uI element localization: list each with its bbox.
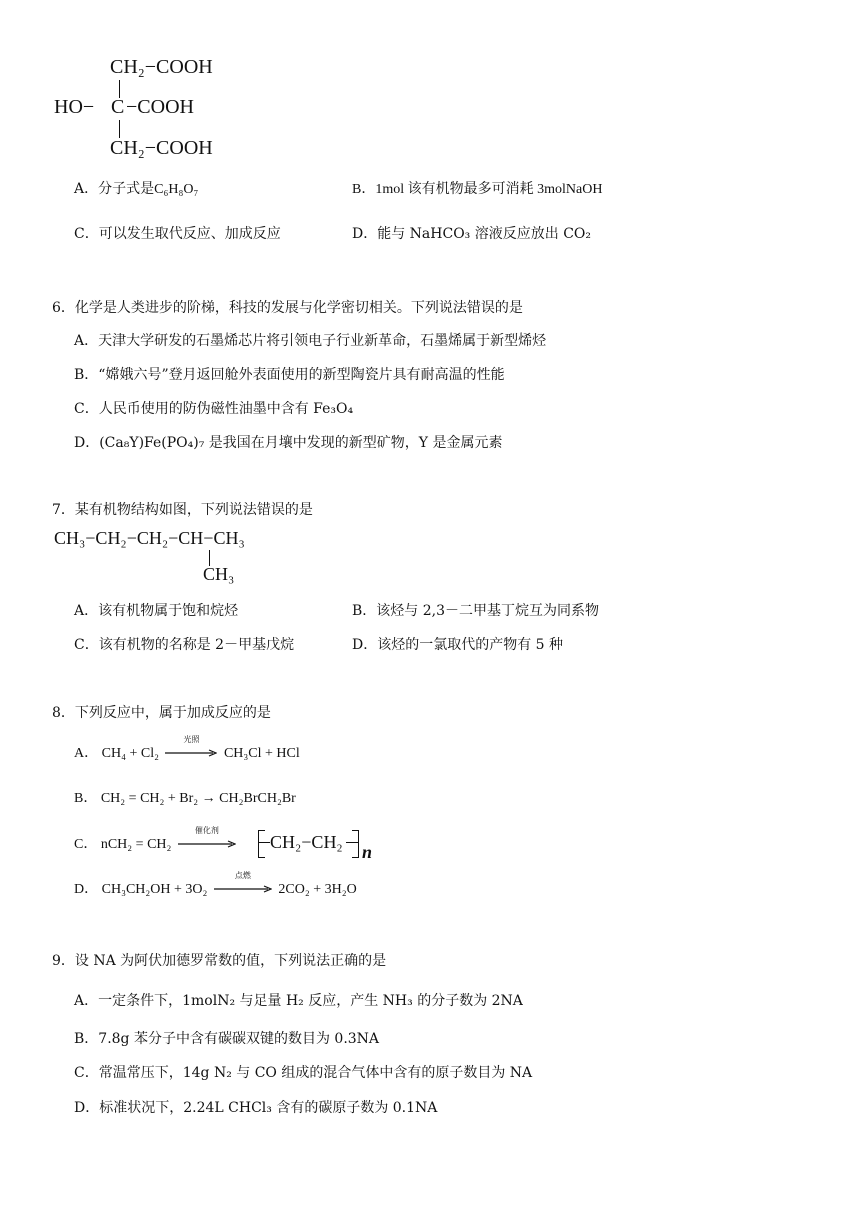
q5-option-b: B．1mol 该有机物最多可消耗 3molNaOH [352,182,603,197]
q5-option-d: D．能与 NaHCO₃ 溶液反应放出 CO₂ [352,226,591,242]
polymer-bracket-left [258,830,265,858]
q8-option-d: D． CH₃CH₂OH + 3O₂ 点燃 2CO₂ + 3H₂O [74,870,357,897]
q9-option-a-visible: A．一定条件下，1molN₂ 与足量 H₂ 反应，产生 NH₃ 的分子数为 2NA [74,993,523,1009]
polymer-bond-left [258,842,270,843]
q6-stem: 6．化学是人类进步的阶梯，科技的发展与化学密切相关。下列说法错误的是 [52,300,523,316]
polymer-bracket-right [352,830,359,858]
q7-branch: CH₃ [203,564,235,584]
struct-center-carbon: C [111,96,125,118]
q9-option-d: D．标准状况下，2.24L CHCl₃ 含有的碳原子数为 0.1NA [74,1100,438,1116]
q6-option-c: C．人民币使用的防伪磁性油墨中含有 Fe₃O₄ [74,401,354,417]
arrow-icon: 催化剂 [178,837,236,853]
q9-option-c: C．常温常压下，14g N₂ 与 CO 组成的混合气体中含有的原子数目为 NA [74,1065,533,1081]
polymer-n: n [362,842,373,862]
arrow-icon: 点燃 [214,882,272,898]
q8-option-b: B． CH₂ = CH₂ + Br₂ → CH₂BrCH₂Br [74,791,296,806]
q8-option-a: A． CH₄ + Cl₂ 光照 CH₃Cl + HCl [74,734,300,761]
q8-option-c: C． nCH₂ = CH₂ 催化剂 [74,833,239,853]
struct-row-2: −COOH [126,96,194,118]
polymer-unit: CH₂−CH₂ [270,832,343,852]
q5-option-a: A．分子式是C₆H₈O₇ [74,181,199,197]
struct-row-3: CH₂−COOH [110,137,213,159]
struct-bond-bottom [119,120,120,138]
q7-option-d: D．该烃的一氯取代的产物有 5 种 [352,637,564,653]
q5-option-c: C．可以发生取代反应、加成反应 [74,226,281,242]
q7-option-a: A．该有机物属于饱和烷烃 [74,603,239,619]
q7-chain: CH₃−CH₂−CH₂−CH−CH₃ [54,528,245,548]
q7-stem: 7．某有机物结构如图，下列说法错误的是 [52,502,313,518]
q7-option-b: B．该烃与 2,3－二甲基丁烷互为同系物 [352,603,600,619]
q7-option-c: C．该有机物的名称是 2－甲基戊烷 [74,637,295,653]
q8-stem: 8．下列反应中，属于加成反应的是 [52,705,271,721]
q6-option-a: A．天津大学研发的石墨烯芯片将引领电子行业新革命，石墨烯属于新型烯烃 [74,333,547,349]
struct-row-1: CH₂−COOH [110,56,213,78]
q9-stem: 9．设 NA 为阿伏加德罗常数的值，下列说法正确的是 [52,953,387,969]
q6-option-d: D．(Ca₈Y)Fe(PO₄)₇ 是我国在月壤中发现的新型矿物，Y 是金属元素 [74,435,503,451]
arrow-icon: 光照 [165,746,217,762]
q9-option-b: B．7.8g 苯分子中含有碳碳双键的数目为 0.3NA [74,1031,380,1047]
struct-ho: HO− [54,96,95,118]
q6-option-b: B．“嫦娥六号”登月返回舱外表面使用的新型陶瓷片具有耐高温的性能 [74,367,505,383]
